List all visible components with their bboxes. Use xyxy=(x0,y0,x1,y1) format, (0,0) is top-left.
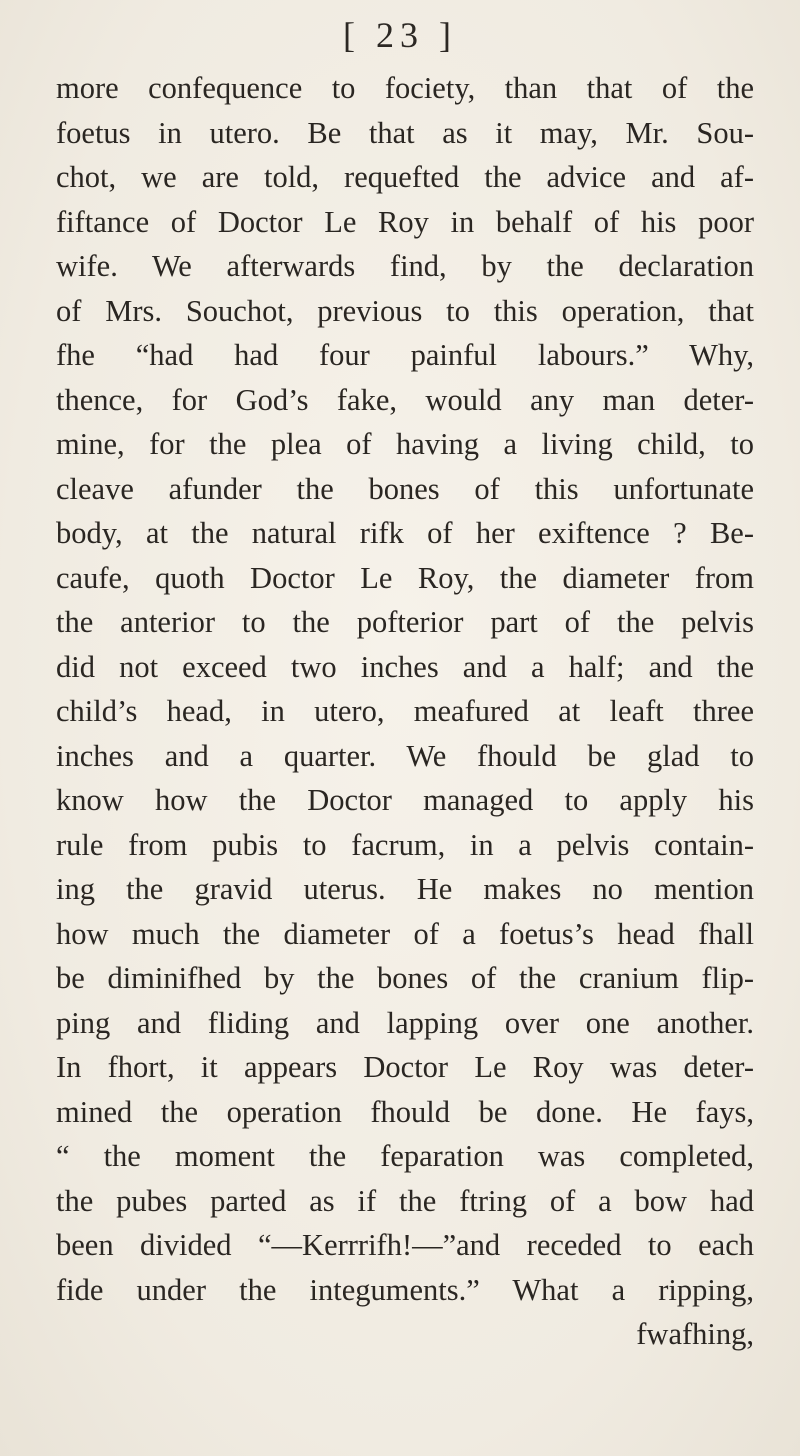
text-line-19: ing the gravid uterus. He makes no mention xyxy=(56,872,754,906)
text-line-14: did not exceed two inches and a half; and the xyxy=(56,649,754,684)
text-line-15: child’s head, in utero, meafured at leaft three xyxy=(56,694,754,728)
text-line-24: mined the operation fhould be done. He fays, xyxy=(56,1094,754,1129)
text-line-26: the pubes parted as if the ftring of a bow had xyxy=(56,1183,754,1218)
text-line-21: be diminifhed by the bones of the cranium flip- xyxy=(56,961,754,995)
text-line-28: fide under the integuments.” What a ripping, xyxy=(56,1272,754,1307)
text-line-6: of Mrs. Souchot, previous to this operation, that xyxy=(56,293,754,328)
page-number: [ 23 ] xyxy=(343,15,457,55)
text-line-16: inches and a quarter. We fhould be glad to xyxy=(56,738,754,773)
text-line-13: the anterior to the pofterior part of the pelvis xyxy=(56,605,754,639)
text-line-5: wife. We afterwards find, by the declaration xyxy=(56,249,754,283)
body-text xyxy=(56,66,754,1357)
text-line-22: ping and fliding and lapping over one another. xyxy=(56,1005,754,1040)
text-line-12: caufe, quoth Doctor Le Roy, the diameter from xyxy=(56,560,754,595)
text-line-8: thence, for God’s fake, would any man deter- xyxy=(56,382,754,417)
text-line-10: cleave afunder the bones of this unfortunate xyxy=(56,471,754,506)
text-line-7: fhe “had had four painful labours.” Why, xyxy=(56,338,754,372)
text-line-2: foetus in utero. Be that as it may, Mr. Sou- xyxy=(56,115,754,150)
text-line-17: know how the Doctor managed to apply his xyxy=(56,783,754,817)
text-line-23: In fhort, it appears Doctor Le Roy was deter- xyxy=(56,1050,754,1084)
catchword: fwafhing, xyxy=(636,1317,754,1351)
text-line-11: body, at the natural rifk of her exiftence ? Be- xyxy=(56,516,754,550)
text-line-4: fiftance of Doctor Le Roy in behalf of his poor xyxy=(56,204,754,239)
text-line-9: mine, for the plea of having a living child, to xyxy=(56,427,754,461)
text-line-18: rule from pubis to facrum, in a pelvis contain- xyxy=(56,827,754,862)
text-line-3: chot, we are told, requefted the advice and af- xyxy=(56,160,754,194)
text-line-27: been divided “—Kerrrifh!—”and receded to each xyxy=(56,1228,754,1262)
text-line-20: how much the diameter of a foetus’s head fhall xyxy=(56,916,754,951)
text-line-25: “ the moment the feparation was completed, xyxy=(56,1139,754,1173)
text-line-1: more confequence to fociety, than that of the xyxy=(56,71,754,105)
